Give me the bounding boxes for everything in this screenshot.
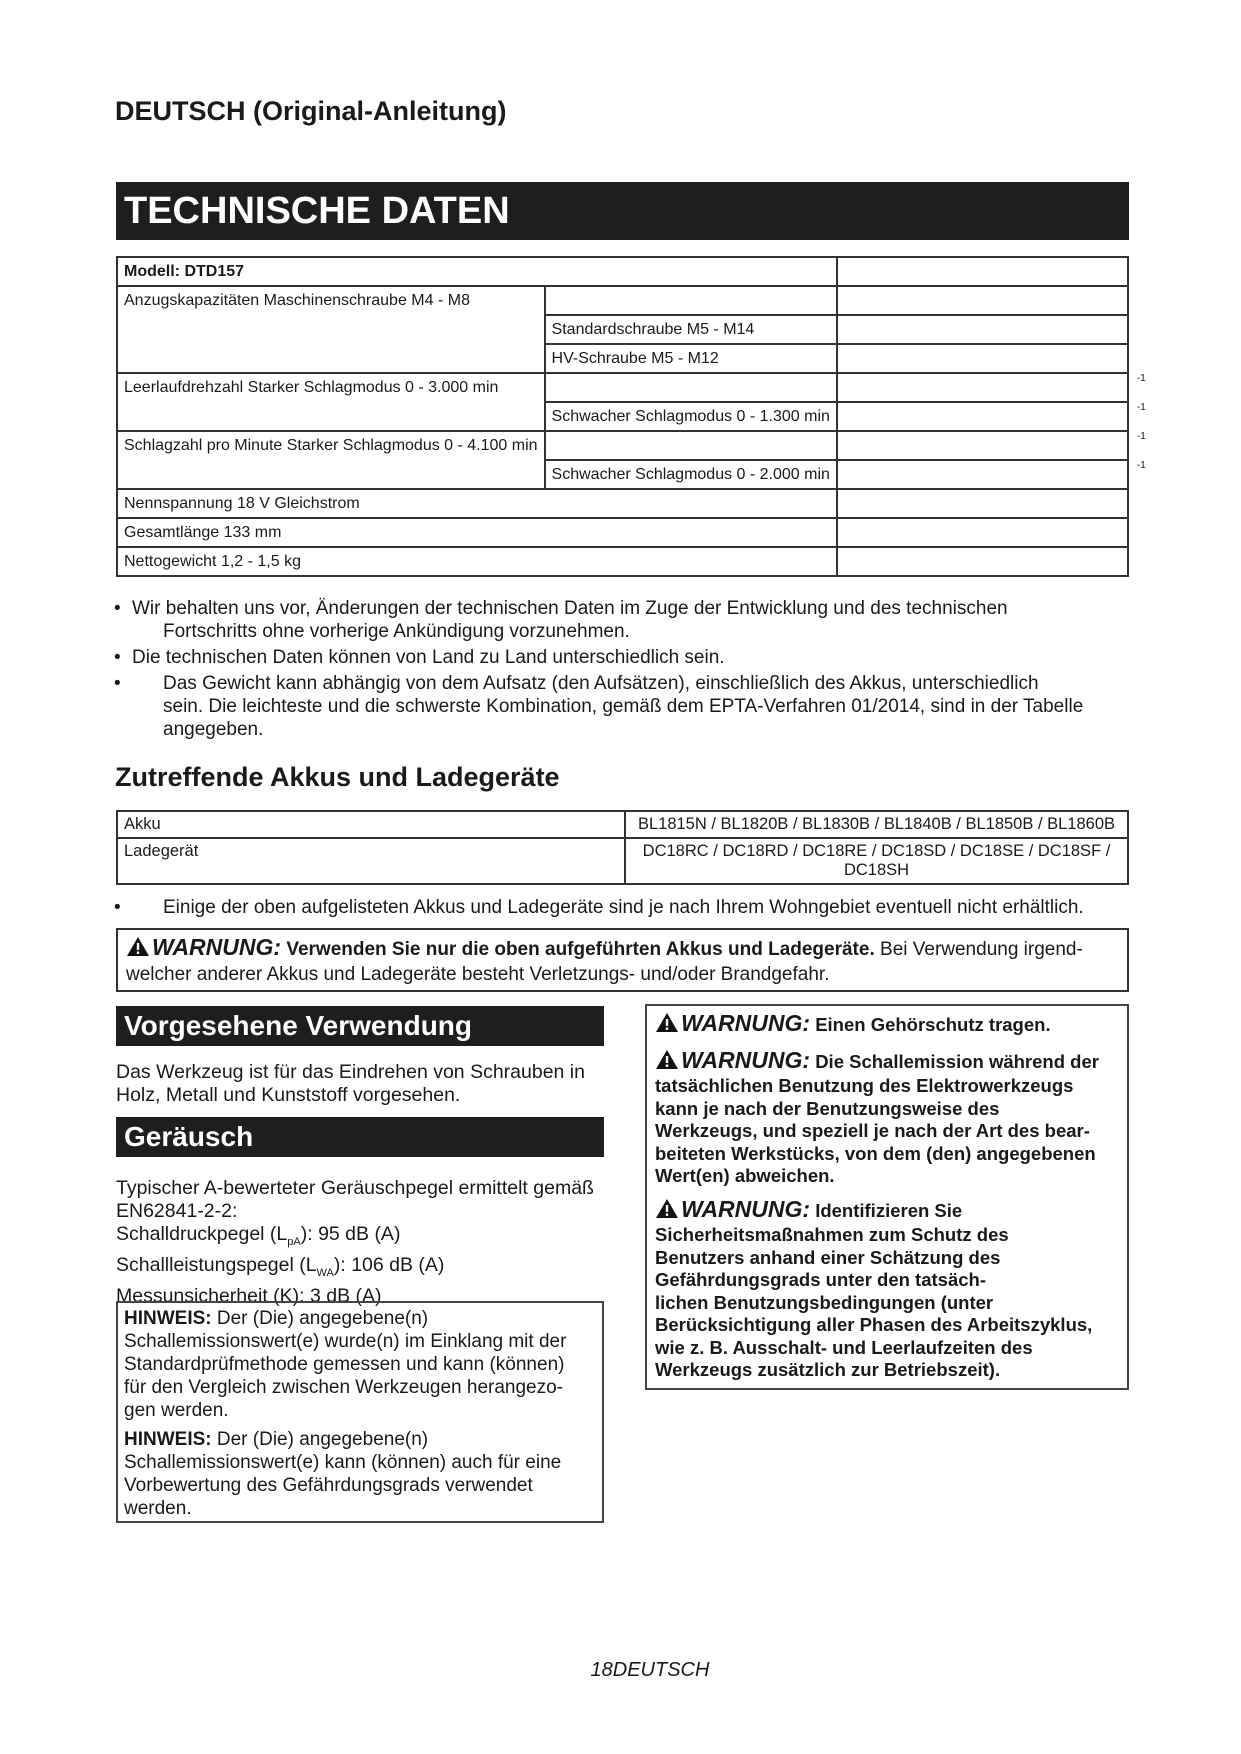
battery-note bbox=[114, 896, 1134, 922]
charger-value-line: DC18SH bbox=[843, 861, 910, 879]
warning-item: WARNUNG: Identifizieren Sie Sicherheitsmaßnahmen zum Schutz des Benutzers anhand einer Schätzung des Gefährdungsgrads unter den tatsäch- lichen Benutzungsbedingungen (unter Berücksichtigung aller Phasen des Arbeitszyklus, wie z. B. Ausschalt- und Leerlaufzeiten des Werkzeugs zusätzlich zur Betriebszeit). bbox=[655, 1195, 1093, 1380]
charger-value bbox=[625, 838, 1128, 884]
usage-text-line: Holz, Metall und Kunststoff vorgesehen. bbox=[116, 1084, 461, 1106]
table-row bbox=[117, 431, 1128, 460]
spec-cell: Nettogewicht 1,2 - 1,5 kg bbox=[117, 547, 837, 576]
spec-cell: Standardschraube M5 - M14 bbox=[545, 315, 837, 344]
sound-pressure: Schalldruckpegel $(L_{pA})$: 95 dB (A) bbox=[116, 1223, 401, 1248]
usage-text-line: Das Werkzeug ist für das Eindrehen von Schrauben in bbox=[116, 1061, 585, 1083]
bullet: • bbox=[114, 598, 121, 619]
model-cell: Modell: DTD157 bbox=[117, 257, 837, 286]
warning-label: WARNUNG: bbox=[152, 934, 282, 960]
warning-item: WARNUNG: Einen Gehörschutz tragen. bbox=[655, 1012, 1119, 1039]
warning-text: Bei Verwendung irgend- bbox=[880, 939, 1083, 960]
superscript: -1 bbox=[1136, 402, 1146, 413]
spec-cell bbox=[545, 460, 837, 489]
charger-value-line: DC18RC / DC18RD / DC18RE / DC18SD / DC18SE / DC18SF / bbox=[642, 842, 1111, 860]
warning-label: WARNUNG: bbox=[681, 1010, 811, 1036]
warning-icon bbox=[655, 1012, 679, 1039]
spec-text: Anzugskapazitäten Maschinenschraube M4 - M8 bbox=[124, 292, 470, 309]
spec-text: Schwacher Schlagmodus 0 - 1.300 min bbox=[551, 407, 830, 425]
usage-title: Vorgesehene Verwendung bbox=[116, 1006, 604, 1046]
hinweis-label: HINWEIS: bbox=[124, 1308, 212, 1329]
warning-text: welcher anderer Akkus und Ladegeräte besteht Verletzungs- und/oder Brandgefahr. bbox=[126, 964, 830, 985]
table-row bbox=[117, 838, 1128, 884]
hinweis-label: HINWEIS: bbox=[124, 1429, 212, 1450]
noise-title: Geräusch bbox=[116, 1117, 604, 1157]
charger-label: Ladegerät bbox=[117, 838, 625, 884]
table-row bbox=[117, 547, 1128, 576]
noise-warnings bbox=[645, 1004, 1129, 1390]
note-text: Das Gewicht kann abhängig von dem Aufsatz (den Aufsätzen), einschließlich des Akkus, unterschiedlich bbox=[163, 673, 1039, 694]
akku-label: Akku bbox=[117, 811, 625, 838]
table-row bbox=[117, 286, 1128, 315]
bullet: • bbox=[114, 673, 121, 694]
spec-text: Schwacher Schlagmodus 0 - 2.000 min bbox=[551, 465, 830, 483]
noise-line: EN62841-2-2: bbox=[116, 1200, 238, 1222]
hinweis-box bbox=[116, 1301, 604, 1523]
uncertainty: Messunsicherheit (K): 3 dB (A) bbox=[116, 1284, 382, 1307]
superscript: -1 bbox=[1136, 431, 1146, 442]
spec-cell: Nennspannung 18 V Gleichstrom bbox=[117, 489, 837, 518]
table-row bbox=[117, 373, 1128, 402]
akku-value: BL1815N / BL1820B / BL1830B / BL1840B / BL1850B / BL1860B bbox=[625, 811, 1128, 838]
list-item bbox=[114, 672, 1134, 741]
spec-cell bbox=[117, 373, 545, 402]
table-row bbox=[117, 257, 1128, 286]
table-row bbox=[117, 811, 1128, 838]
spec-cell bbox=[545, 402, 837, 431]
note-text: sein. Die leichteste und die schwerste Kombination, gemäß dem EPTA-Verfahren 01/2014, sind in der Tabelle bbox=[163, 696, 1084, 717]
language-title: DEUTSCH (Original-Anleitung) bbox=[115, 96, 507, 126]
note-text: Fortschritts ohne vorherige Ankündigung vorzunehmen. bbox=[163, 621, 630, 642]
note-text: Die technischen Daten können von Land zu Land unterschiedlich sein. bbox=[132, 647, 725, 668]
superscript: -1 bbox=[1136, 460, 1146, 471]
warning-icon bbox=[126, 936, 150, 963]
table-row bbox=[117, 489, 1128, 518]
warning-label: WARNUNG: bbox=[681, 1046, 811, 1073]
spec-text: Schlagzahl pro Minute Starker Schlagmodus 0 - 4.100 min bbox=[124, 437, 538, 454]
spec-text: Leerlaufdrehzahl Starker Schlagmodus 0 - 3.000 min bbox=[124, 379, 499, 396]
list-item bbox=[114, 646, 1134, 669]
spec-notes bbox=[114, 597, 1134, 744]
note-text: angegeben. bbox=[163, 719, 264, 740]
table-row bbox=[117, 402, 1128, 431]
hinweis-note: HINWEIS: Der (Die) angegebene(n) Schallemissionswert(e) kann (können) auch für eine Vorbewertung des Gefährdungsgrads verwendet werden. bbox=[124, 1429, 562, 1519]
superscript: -1 bbox=[1136, 373, 1146, 384]
usage-text bbox=[116, 1061, 604, 1107]
bullet: • bbox=[114, 647, 121, 668]
spec-table bbox=[116, 256, 1146, 577]
battery-table bbox=[116, 810, 1129, 885]
spec-cell: Gesamtlänge 133 mm bbox=[117, 518, 837, 547]
warning-bold-text: Verwenden Sie nur die oben aufgeführten Akkus und Ladegeräte. bbox=[286, 939, 875, 960]
batteries-title: Zutreffende Akkus und Ladegeräte bbox=[115, 762, 560, 792]
battery-warning bbox=[116, 928, 1129, 992]
noise-text bbox=[116, 1177, 604, 1308]
tech-data-title: TECHNISCHE DATEN bbox=[116, 182, 1129, 240]
sound-power: Schallleistungspegel $(L_{WA})$: 106 dB (A) bbox=[116, 1253, 445, 1279]
warning-item: WARNUNG: Die Schallemission während der tatsächlichen Benutzung des Elektrowerkzeugs kann je nach der Benutzungsweise des Werkzeugs, und speziell je nach der Art des bear- beiteten Werkstücks, von dem (den) angegebenen Wert(en) abweichen. bbox=[655, 1046, 1099, 1186]
note-text: Einige der oben aufgelisteten Akkus und Ladegeräte sind je nach Ihrem Wohngebiet eventuell nicht erhältlich. bbox=[163, 897, 1084, 918]
note-text: Wir behalten uns vor, Änderungen der technischen Daten im Zuge der Entwicklung und des technischen bbox=[132, 598, 1008, 619]
table-row bbox=[117, 460, 1128, 489]
table-row bbox=[117, 315, 1128, 344]
list-item bbox=[114, 597, 1134, 643]
list-item bbox=[114, 896, 1134, 919]
bullet: • bbox=[114, 897, 121, 918]
spec-cell bbox=[117, 431, 545, 460]
warning-label: WARNUNG: bbox=[681, 1195, 811, 1222]
hinweis-note: HINWEIS: Der (Die) angegebene(n) Schallemissionswert(e) wurde(n) im Einklang mit der Standardprüfmethode gemessen und kann (können) für den Vergleich zwischen Werkzeugen herangezo- gen werden. bbox=[124, 1308, 567, 1421]
page-number: 18DEUTSCH bbox=[590, 1659, 710, 1681]
table-row bbox=[117, 344, 1128, 373]
noise-line: Typischer A-bewerteter Geräuschpegel ermittelt gemäß bbox=[116, 1177, 594, 1199]
spec-cell: HV-Schraube M5 - M12 bbox=[545, 344, 837, 373]
warning-icon bbox=[655, 1198, 679, 1225]
table-row bbox=[117, 518, 1128, 547]
warning-icon bbox=[655, 1049, 679, 1076]
spec-cell bbox=[117, 286, 545, 315]
